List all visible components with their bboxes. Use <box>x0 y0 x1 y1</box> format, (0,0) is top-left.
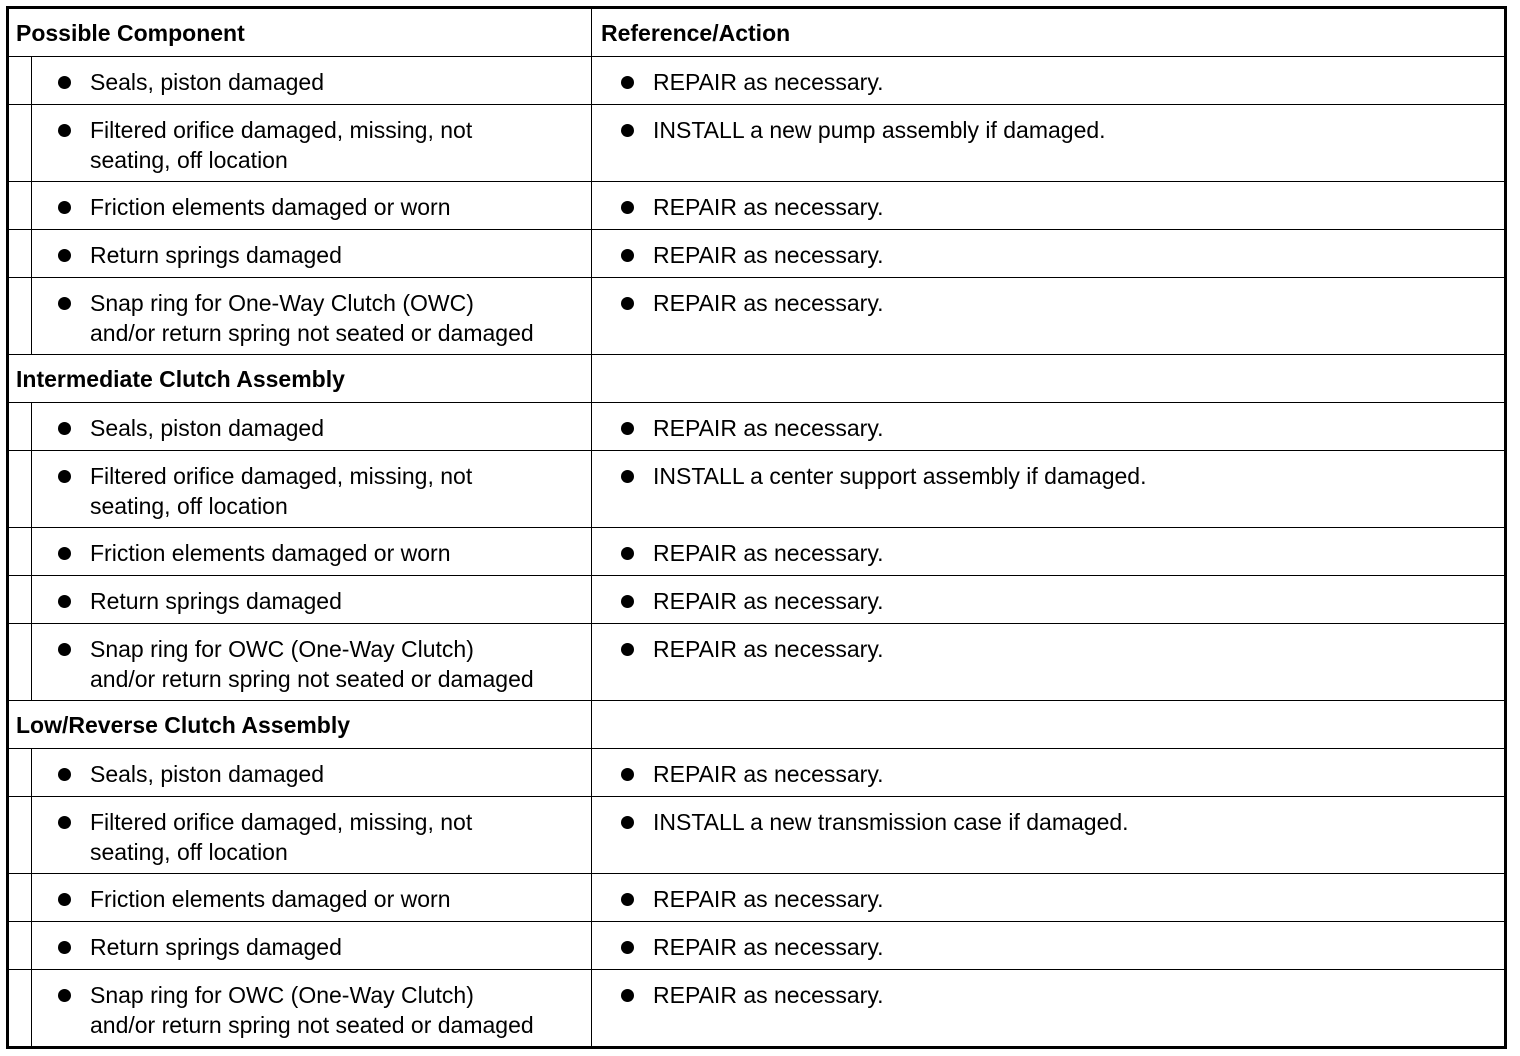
diagnosis-table <box>6 6 1507 1049</box>
table-row <box>9 278 1504 355</box>
column-divider <box>31 105 32 181</box>
component-cell-text: Return springs damaged <box>90 242 342 268</box>
table-row <box>9 57 1504 105</box>
component-cell <box>58 797 588 865</box>
bullet-icon <box>58 297 71 310</box>
action-cell <box>621 797 1501 835</box>
column-divider <box>591 749 592 796</box>
column-divider <box>591 57 592 104</box>
column-divider <box>31 182 32 229</box>
action-cell-text: REPAIR as necessary. <box>653 636 884 662</box>
action-cell-text: REPAIR as necessary. <box>653 761 884 787</box>
action-cell <box>621 874 1501 912</box>
table-row <box>9 970 1504 1047</box>
action-cell-text: REPAIR as necessary. <box>653 69 884 95</box>
bullet-icon <box>621 989 634 1002</box>
component-cell-text: Filtered orifice damaged, missing, not seating, off location <box>90 117 473 173</box>
component-cell <box>58 874 588 912</box>
action-cell <box>621 278 1501 316</box>
bullet-icon <box>58 547 71 560</box>
action-cell <box>621 403 1501 441</box>
bullet-icon <box>621 547 634 560</box>
table-row <box>9 749 1504 797</box>
action-cell-text: REPAIR as necessary. <box>653 588 884 614</box>
bullet-icon <box>58 124 71 137</box>
header-row <box>9 9 1504 57</box>
action-cell <box>621 749 1501 787</box>
bullet-icon <box>58 643 71 656</box>
component-cell-text: Snap ring for OWC (One-Way Clutch) and/or return spring not seated or damaged <box>90 982 534 1038</box>
component-cell-text: Return springs damaged <box>90 934 342 960</box>
bullet-icon <box>621 470 634 483</box>
column-divider <box>31 278 32 354</box>
action-cell <box>621 105 1501 143</box>
bullet-icon <box>621 816 634 829</box>
action-cell <box>621 576 1501 614</box>
bullet-icon <box>58 941 71 954</box>
column-divider <box>591 624 592 700</box>
action-cell-text: INSTALL a new pump assembly if damaged. <box>653 117 1106 143</box>
bullet-icon <box>58 989 71 1002</box>
column-divider <box>591 874 592 921</box>
component-cell-text: Return springs damaged <box>90 588 342 614</box>
component-cell-text: Friction elements damaged or worn <box>90 194 451 220</box>
column-divider <box>31 874 32 921</box>
column-divider <box>591 528 592 575</box>
component-cell-text: Friction elements damaged or worn <box>90 886 451 912</box>
action-cell-text: INSTALL a new transmission case if damaged. <box>653 809 1129 835</box>
table-row <box>9 874 1504 922</box>
column-divider <box>591 403 592 450</box>
column-divider <box>591 451 592 527</box>
bullet-icon <box>621 941 634 954</box>
action-cell-text: REPAIR as necessary. <box>653 934 884 960</box>
column-divider <box>591 701 592 748</box>
component-cell <box>58 749 588 787</box>
table-row <box>9 403 1504 451</box>
bullet-icon <box>58 249 71 262</box>
column-divider <box>31 576 32 623</box>
column-divider <box>591 576 592 623</box>
component-cell-text: Seals, piston damaged <box>90 69 324 95</box>
action-cell <box>621 970 1501 1008</box>
column-divider <box>591 182 592 229</box>
component-cell <box>58 528 588 566</box>
table-row <box>9 230 1504 278</box>
action-cell <box>621 624 1501 662</box>
component-cell-text: Seals, piston damaged <box>90 761 324 787</box>
action-cell-text: REPAIR as necessary. <box>653 886 884 912</box>
table-row <box>9 797 1504 874</box>
bullet-icon <box>621 768 634 781</box>
bullet-icon <box>58 422 71 435</box>
table-row <box>9 451 1504 528</box>
action-cell-text: REPAIR as necessary. <box>653 982 884 1008</box>
column-divider <box>31 970 32 1047</box>
bullet-icon <box>58 595 71 608</box>
column-divider <box>31 749 32 796</box>
component-cell <box>58 182 588 220</box>
component-cell-text: Seals, piston damaged <box>90 415 324 441</box>
action-cell <box>621 57 1501 95</box>
component-cell <box>58 105 588 173</box>
bullet-icon <box>621 595 634 608</box>
action-cell-text: INSTALL a center support assembly if damaged. <box>653 463 1147 489</box>
column-divider <box>591 970 592 1047</box>
component-cell <box>58 403 588 441</box>
component-cell-text: Filtered orifice damaged, missing, not seating, off location <box>90 809 473 865</box>
bullet-icon <box>58 893 71 906</box>
table-row <box>9 182 1504 230</box>
action-cell <box>621 922 1501 960</box>
table-row <box>9 105 1504 182</box>
component-cell <box>58 970 588 1038</box>
column-divider <box>31 451 32 527</box>
component-cell-text: Snap ring for OWC (One-Way Clutch) and/or return spring not seated or damaged <box>90 636 534 692</box>
column-divider <box>31 528 32 575</box>
bullet-icon <box>58 76 71 89</box>
component-cell <box>58 451 588 519</box>
bullet-icon <box>621 297 634 310</box>
section-title: Low/Reverse Clutch Assembly <box>16 712 351 738</box>
column-divider <box>591 230 592 277</box>
action-cell <box>621 528 1501 566</box>
section-heading-row <box>9 701 1504 749</box>
component-cell-text: Friction elements damaged or worn <box>90 540 451 566</box>
component-cell <box>58 278 588 346</box>
action-cell-text: REPAIR as necessary. <box>653 415 884 441</box>
component-cell <box>58 922 588 960</box>
action-cell-text: REPAIR as necessary. <box>653 194 884 220</box>
component-cell-text: Filtered orifice damaged, missing, not seating, off location <box>90 463 473 519</box>
table-row <box>9 922 1504 970</box>
column-divider <box>31 797 32 873</box>
column-divider <box>591 105 592 181</box>
column-divider <box>591 355 592 402</box>
component-cell <box>58 624 588 692</box>
column-divider <box>31 403 32 450</box>
column-divider <box>591 278 592 354</box>
table-row <box>9 528 1504 576</box>
component-cell <box>58 230 588 268</box>
bullet-icon <box>58 470 71 483</box>
column-divider <box>591 797 592 873</box>
component-cell-text: Snap ring for One-Way Clutch (OWC) and/or return spring not seated or damaged <box>90 290 534 346</box>
bullet-icon <box>621 893 634 906</box>
bullet-icon <box>621 249 634 262</box>
bullet-icon <box>58 768 71 781</box>
header-possible-component: Possible Component <box>16 20 245 46</box>
column-divider <box>31 624 32 700</box>
action-cell-text: REPAIR as necessary. <box>653 242 884 268</box>
table-row <box>9 576 1504 624</box>
column-divider <box>591 922 592 969</box>
bullet-icon <box>621 201 634 214</box>
table-row <box>9 624 1504 701</box>
bullet-icon <box>621 124 634 137</box>
action-cell <box>621 230 1501 268</box>
bullet-icon <box>58 816 71 829</box>
action-cell-text: REPAIR as necessary. <box>653 290 884 316</box>
component-cell <box>58 57 588 95</box>
bullet-icon <box>621 643 634 656</box>
action-cell <box>621 182 1501 220</box>
component-cell <box>58 576 588 614</box>
section-heading-row <box>9 355 1504 403</box>
column-divider <box>31 57 32 104</box>
header-reference-action: Reference/Action <box>601 20 791 46</box>
bullet-icon <box>621 76 634 89</box>
bullet-icon <box>621 422 634 435</box>
action-cell <box>621 451 1501 489</box>
section-title: Intermediate Clutch Assembly <box>16 366 345 392</box>
column-divider <box>591 9 592 56</box>
action-cell-text: REPAIR as necessary. <box>653 540 884 566</box>
bullet-icon <box>58 201 71 214</box>
column-divider <box>31 922 32 969</box>
column-divider <box>31 230 32 277</box>
